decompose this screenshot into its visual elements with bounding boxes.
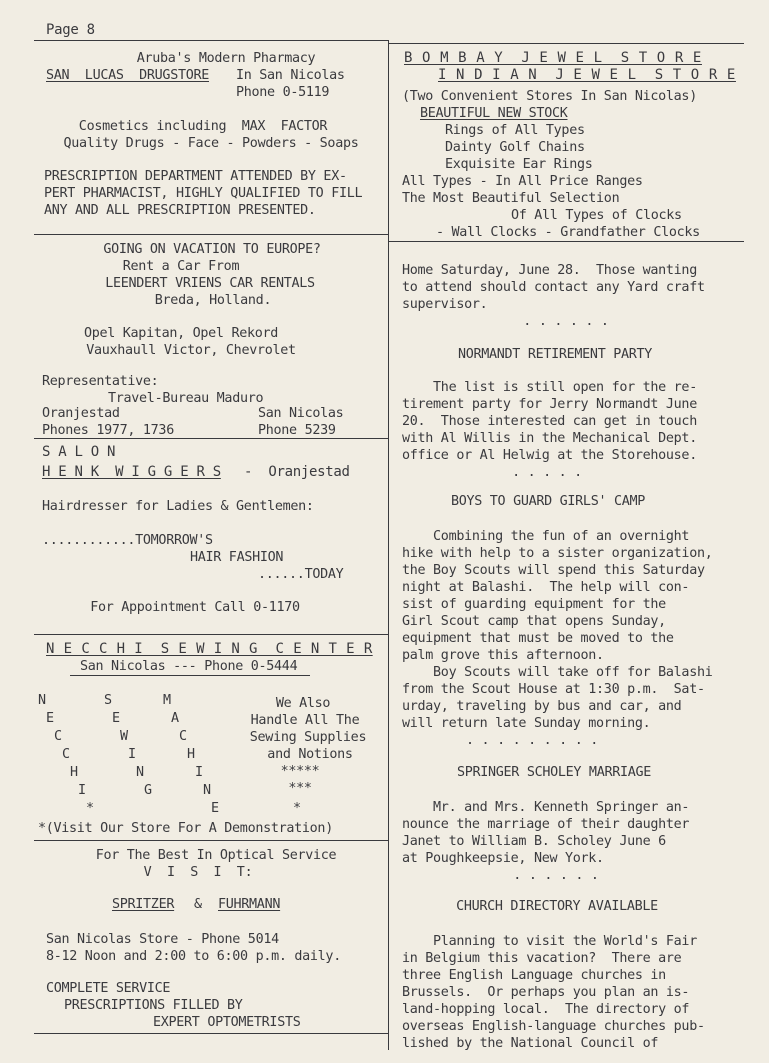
car-models-line2: Vauxhaull Victor, Chevrolet	[86, 343, 296, 358]
optical-ampersand: &	[194, 897, 202, 912]
article-text: from the Scout House at 1:30 p.m. Sat-	[402, 682, 705, 697]
article-text: Brussels. Or perhaps you plan an is-	[402, 985, 690, 1000]
optical-headline: For The Best In Optical Service	[95, 848, 337, 863]
jewel-clocks: Of All Types of Clocks	[511, 208, 682, 223]
necchi-letter: N	[38, 693, 46, 708]
article-text: will return late Sunday morning.	[402, 716, 651, 731]
article-text: lished by the National Council of	[402, 1036, 659, 1051]
representative-name: Travel-Bureau Maduro	[108, 391, 264, 406]
news-separator: . . . . . .	[513, 868, 599, 883]
representative-label: Representative:	[42, 374, 159, 389]
car-rental-company: LEENDERT VRIENS CAR RENTALS	[105, 276, 315, 291]
article-heading-retirement: NORMANDT RETIREMENT PARTY	[457, 347, 653, 362]
pharmacy-name: SAN LUCAS DRUGSTORE	[46, 68, 209, 83]
sewing-letter: E	[112, 711, 120, 726]
article-heading-camp: BOYS TO GUARD GIRLS' CAMP	[450, 494, 646, 509]
column-divider	[388, 40, 389, 1050]
necchi-letter: H	[70, 765, 78, 780]
car-rental-city-left: Oranjestad	[42, 406, 120, 421]
pharmacy-cosmetics: Cosmetics including MAX FACTOR	[78, 119, 328, 134]
article-text: in Belgium this vacation? There are	[402, 951, 682, 966]
optical-service-1: COMPLETE SERVICE	[46, 981, 171, 996]
machine-letter: I	[195, 765, 203, 780]
jewel-two-stores: (Two Convenient Stores In San Nicolas)	[402, 89, 697, 104]
news-separator: . . . . . .	[523, 314, 609, 329]
article-text: urday, traveling by bus and car, and	[402, 699, 682, 714]
necchi-right-line3: Sewing Supplies	[249, 730, 367, 745]
article-text: hike with help to a sister organization,	[402, 546, 713, 561]
jewel-item-chains: Dainty Golf Chains	[445, 140, 585, 155]
necchi-letter: C	[54, 729, 62, 744]
sewing-letter: S	[104, 693, 112, 708]
page-number: Page 8	[46, 22, 95, 38]
necchi-letter: I	[78, 783, 86, 798]
necchi-letter: C	[62, 747, 70, 762]
pharmacy-rx-line2: PERT PHARMACIST, HIGHLY QUALIFIED TO FILL	[44, 186, 363, 201]
article-text: 20. Those interested can get in touch	[402, 414, 697, 429]
article-text: at Poughkeepsie, New York.	[402, 851, 604, 866]
article-text: Janet to William B. Scholey June 6	[402, 834, 666, 849]
salon-location: - Oranjestad	[244, 464, 350, 480]
divider-pharmacy	[34, 234, 389, 235]
jewel-price-ranges: All Types - In All Price Ranges	[402, 174, 643, 189]
article-text: the Boy Scouts will spend this Saturday	[402, 563, 705, 578]
article-text: equipment that must be moved to the	[402, 631, 674, 646]
article-text: office or Al Helwig at the Storehouse.	[402, 448, 697, 463]
article-text: Mr. and Mrs. Kenneth Springer an-	[402, 800, 690, 815]
article-text: Girl Scout camp that opens Sunday,	[402, 614, 666, 629]
machine-letter: C	[179, 729, 187, 744]
news-continued-line3: supervisor.	[402, 297, 488, 312]
article-text: sist of guarding equipment for the	[402, 597, 666, 612]
sewing-letter: G	[144, 783, 152, 798]
machine-letter: N	[203, 783, 211, 798]
machine-letter: H	[187, 747, 195, 762]
sewing-letter: W	[120, 729, 128, 744]
necchi-right-line1: We Also	[275, 696, 331, 711]
jewel-item-rings: Rings of All Types	[445, 123, 585, 138]
machine-letter: A	[171, 711, 179, 726]
jewel-clock-types: - Wall Clocks - Grandfather Clocks	[436, 225, 700, 240]
salon-appointment: For Appointment Call 0-1170	[90, 600, 300, 615]
article-text: land-hopping local. The directory of	[402, 1002, 690, 1017]
salon-owner-name: H E N K W I G G E R S	[42, 464, 221, 480]
article-text: Planning to visit the World's Fair	[402, 934, 697, 949]
article-text: Boy Scouts will take off for Balashi	[402, 665, 713, 680]
necchi-title: N E C C H I S E W I N G C E N T E R	[46, 641, 373, 657]
necchi-subtitle-rule	[70, 675, 310, 676]
pharmacy-rx-line3: ANY AND ALL PRESCRIPTION PRESENTED.	[44, 203, 316, 218]
divider-necchi	[34, 840, 389, 841]
necchi-letter: *	[86, 801, 94, 816]
divider-car-rental	[34, 438, 389, 439]
jewel-item-earrings: Exquisite Ear Rings	[445, 157, 593, 172]
news-separator: . . . . . . . . .	[466, 733, 598, 748]
car-models-line1: Opel Kapitan, Opel Rekord	[83, 326, 279, 341]
top-rule-left	[34, 40, 389, 41]
car-rental-line2: Rent a Car From	[122, 259, 240, 274]
optical-name-a: SPRITZER	[112, 897, 175, 912]
car-rental-headline: GOING ON VACATION TO EUROPE?	[103, 242, 321, 257]
article-text: Combining the fun of an overnight	[402, 529, 690, 544]
necchi-stars-1: *****	[280, 764, 320, 779]
pharmacy-products: Quality Drugs - Face - Powders - Soaps	[63, 136, 359, 151]
article-text: overseas English-language churches pub-	[402, 1019, 705, 1034]
article-text: night at Balashi. The help will con-	[402, 580, 690, 595]
jewel-title-2: I N D I A N J E W E L S T O R E	[438, 67, 736, 83]
necchi-stars-2: ***	[288, 781, 312, 796]
car-rental-phones-left: Phones 1977, 1736	[42, 423, 174, 438]
news-continued-line1: Home Saturday, June 28. Those wanting	[402, 263, 697, 278]
jewel-title-1: B O M B A Y J E W E L S T O R E	[404, 50, 702, 66]
article-text: nounce the marriage of their daughter	[402, 817, 690, 832]
pharmacy-location: In San Nicolas	[236, 68, 345, 83]
salon-today: ......TODAY	[258, 567, 344, 582]
necchi-right-line4: and Notions	[267, 747, 353, 762]
pharmacy-tagline: Aruba's Modern Pharmacy	[136, 51, 316, 66]
salon-hair-fashion: HAIR FASHION	[190, 550, 284, 565]
car-rental-phone-right: Phone 5239	[258, 423, 336, 438]
article-text: The list is still open for the re-	[402, 380, 697, 395]
article-heading-marriage: SPRINGER SCHOLEY MARRIAGE	[456, 765, 652, 780]
optical-hours: 8-12 Noon and 2:00 to 6:00 p.m. daily.	[46, 949, 341, 964]
article-text: with Al Willis in the Mechanical Dept.	[402, 431, 697, 446]
car-rental-city-right: San Nicolas	[258, 406, 344, 421]
divider-jewel	[389, 241, 744, 242]
divider-salon	[34, 634, 389, 635]
machine-letter: E	[211, 801, 219, 816]
article-text: palm grove this afternoon.	[402, 648, 604, 663]
jewel-new-stock: BEAUTIFUL NEW STOCK	[420, 106, 568, 121]
salon-description: Hairdresser for Ladies & Gentlemen:	[42, 499, 314, 514]
optical-service-2: PRESCRIPTIONS FILLED BY	[64, 998, 243, 1013]
pharmacy-rx-line1: PRESCRIPTION DEPARTMENT ATTENDED BY EX-	[44, 169, 347, 184]
news-separator: . . . . .	[512, 465, 582, 480]
article-heading-church: CHURCH DIRECTORY AVAILABLE	[456, 899, 658, 914]
optical-name-b: FUHRMANN	[218, 897, 281, 912]
salon-tomorrow: ............TOMORROW'S	[42, 533, 213, 548]
necchi-letter: E	[46, 711, 54, 726]
necchi-star: *	[293, 801, 301, 816]
bottom-rule-left	[34, 1033, 389, 1034]
news-continued-line2: to attend should contact any Yard craft	[402, 280, 705, 295]
pharmacy-phone: Phone 0-5119	[236, 85, 330, 100]
necchi-subtitle: San Nicolas --- Phone 0-5444	[80, 659, 298, 674]
top-rule-right	[389, 43, 744, 44]
article-text: tirement party for Jerry Normandt June	[402, 397, 697, 412]
optical-service-3: EXPERT OPTOMETRISTS	[153, 1015, 301, 1030]
salon-label: S A L O N	[42, 444, 116, 460]
jewel-selection: The Most Beautiful Selection	[402, 191, 620, 206]
sewing-letter: I	[128, 747, 136, 762]
article-text: three English Language churches in	[402, 968, 666, 983]
car-rental-location: Breda, Holland.	[154, 293, 272, 308]
optical-store-phone: San Nicolas Store - Phone 5014	[46, 932, 279, 947]
necchi-footer: *(Visit Our Store For A Demonstration)	[38, 821, 333, 836]
necchi-right-line2: Handle All The	[250, 713, 360, 728]
machine-letter: M	[163, 693, 171, 708]
optical-visit: V I S I T:	[143, 865, 253, 880]
sewing-letter: N	[136, 765, 144, 780]
